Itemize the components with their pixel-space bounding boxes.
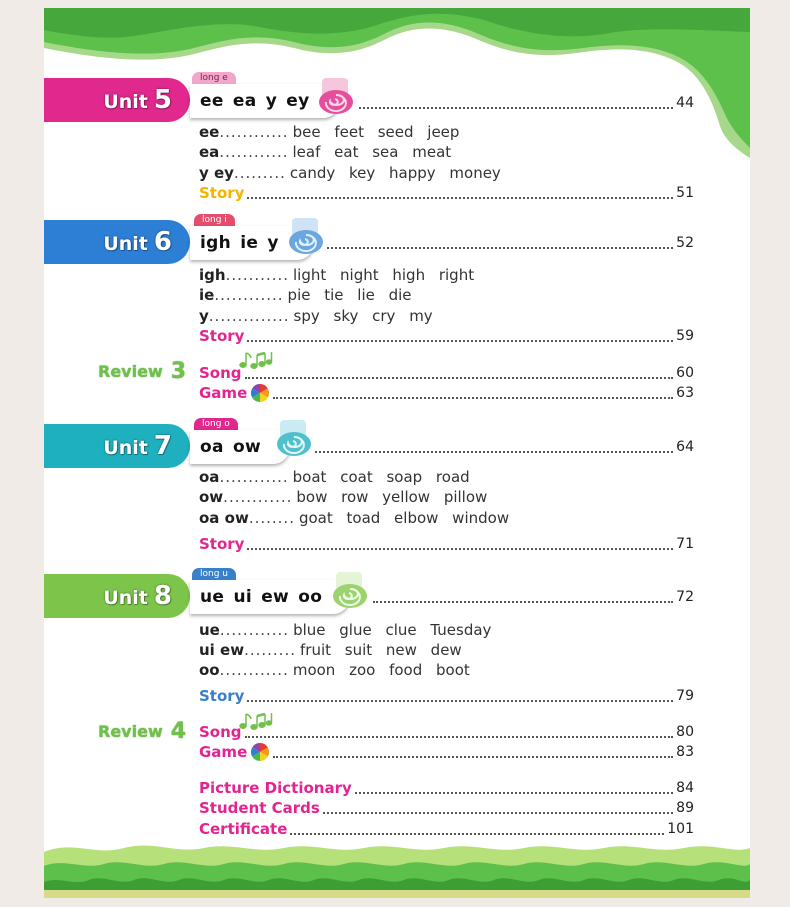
unit-6-row-2: ie ............ pie tie lie die [199,286,412,304]
review-3-label: Review 3 [98,358,187,384]
review-4-game-entry[interactable] [199,742,694,762]
unit-5-page-leader[interactable] [356,94,694,112]
unit-7-page-leader[interactable] [312,438,694,456]
student-cards-label: Student Cards [199,799,320,817]
unit-7-label: Unit 7 [103,431,172,461]
unit-5-row-3: y ey ......... candy key happy money [199,164,501,182]
rolled-scroll-icon [330,570,370,610]
certificate-entry[interactable] [199,819,694,839]
story-label: Story [199,535,245,553]
unit-5-row-2: ea ............ leaf eat sea meat [199,143,452,161]
picture-dictionary-entry[interactable] [199,778,694,798]
review-3-song-entry[interactable] [199,363,694,383]
unit-7-row-2: ow ............ bow row yellow pillow [199,488,488,506]
unit-8-page-leader[interactable] [370,588,694,606]
song-label: Song [199,364,242,382]
rolled-scroll-icon [286,216,326,256]
unit-8-tab[interactable] [44,574,190,618]
unit-7-story-entry[interactable] [199,534,694,554]
color-wheel-icon [250,383,270,403]
review-3-game-entry[interactable] [199,383,694,403]
review-4-song-entry[interactable] [199,722,694,742]
student-cards-entry[interactable] [199,798,694,818]
unit-6-row-1: igh ........... light night high right [199,266,475,284]
story-page-number: 51 [676,185,694,201]
rolled-scroll-icon [316,76,356,116]
unit-5-title: ee ea y ey [200,91,310,111]
unit-8-story-entry[interactable] [199,686,694,706]
unit-8-row-1: ue ............ blue glue clue Tuesday [199,621,492,639]
unit-8-row-2: ui ew ......... fruit suit new dew [199,641,462,659]
unit-7-row-1: oa ............ boat coat soap road [199,468,470,486]
song-label: Song [199,723,242,741]
game-label: Game [199,743,248,761]
certificate-label: Certificate [199,820,288,838]
unit-8-sound-badge: long u [192,568,236,581]
story-label: Story [199,687,245,705]
unit-6-title: igh ie y [200,233,279,253]
unit-7-sound-badge: long o [194,418,238,431]
table-of-contents-page [44,8,750,898]
song-page-number: 60 [676,365,694,381]
unit-5-label: Unit 5 [103,85,172,115]
unit-6-page-number: 52 [676,235,694,251]
unit-8-title-ribbon [190,580,350,614]
picture-dictionary-label: Picture Dictionary [199,779,352,797]
picture-dictionary-page-number: 84 [676,780,694,796]
review-4-label: Review 4 [98,718,187,744]
story-label: Story [199,327,245,345]
unit-5-story-entry[interactable] [199,183,694,203]
unit-8-row-3: oo ............ moon zoo food boot [199,661,470,679]
unit-6-story-entry[interactable] [199,326,694,346]
game-page-number: 83 [676,744,694,760]
game-page-number: 63 [676,385,694,401]
unit-6-row-3: y .............. spy sky cry my [199,307,433,325]
certificate-page-number: 101 [667,821,694,837]
unit-8-page-number: 72 [676,589,694,605]
unit-6-sound-badge: long i [194,214,235,227]
story-page-number: 71 [676,536,694,552]
song-page-number: 80 [676,724,694,740]
unit-7-row-3: oa ow ........ goat toad elbow window [199,509,510,527]
unit-8-title: ue ui ew oo [200,587,323,607]
unit-6-page-leader[interactable] [324,234,694,252]
bottom-grass-decoration [44,840,750,898]
unit-5-sound-badge: long e [192,72,236,85]
story-page-number: 59 [676,328,694,344]
unit-5-tab[interactable] [44,78,190,122]
unit-7-tab[interactable] [44,424,190,468]
story-label: Story [199,184,245,202]
unit-8-label: Unit 8 [103,581,172,611]
game-label: Game [199,384,248,402]
student-cards-page-number: 89 [676,800,694,816]
rolled-scroll-icon [274,418,314,458]
color-wheel-icon [250,742,270,762]
unit-7-page-number: 64 [676,439,694,455]
unit-6-tab[interactable] [44,220,190,264]
unit-5-row-1: ee ............ bee feet seed jeep [199,123,460,141]
unit-7-title: oa ow [200,437,261,457]
story-page-number: 79 [676,688,694,704]
unit-5-page-number: 44 [676,95,694,111]
unit-6-label: Unit 6 [103,227,172,257]
